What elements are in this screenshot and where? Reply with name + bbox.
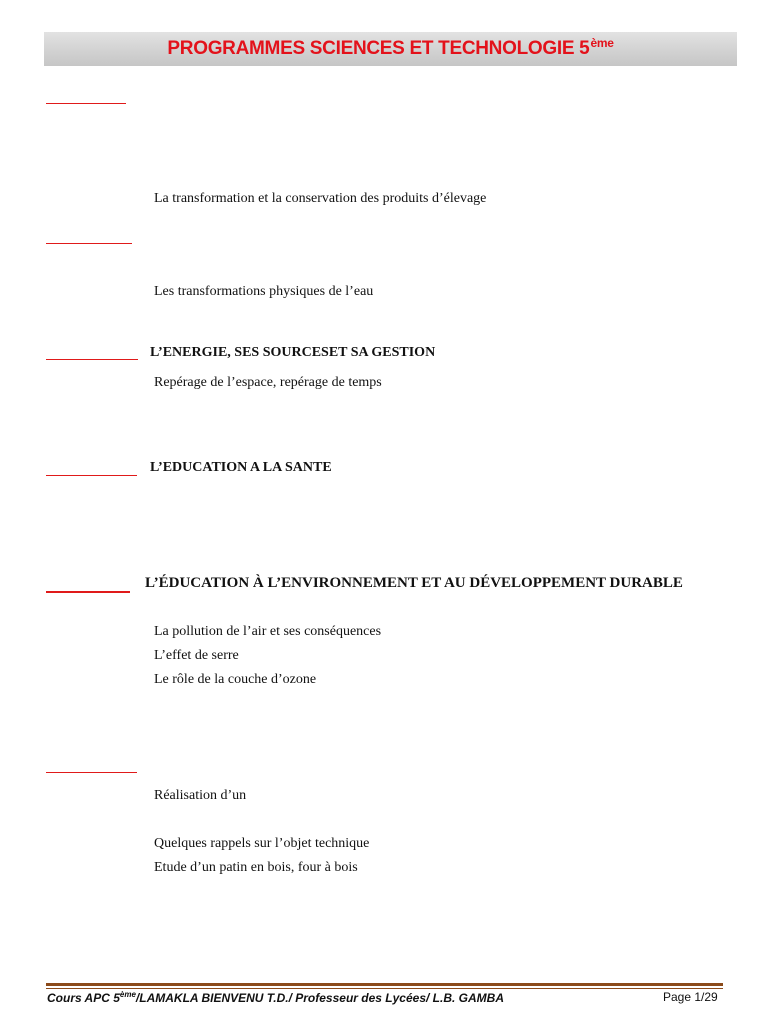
section-6-line-3: Etude d’un patin en bois, four à bois bbox=[154, 860, 358, 875]
section-2-line-1: Les transformations physiques de l’eau bbox=[154, 284, 374, 299]
page-title bbox=[167, 38, 613, 59]
section-1-line-1: La transformation et la conservation des produits d’élevage bbox=[154, 191, 487, 206]
footer-credits-superscript: ème bbox=[119, 990, 136, 999]
section-6-placeholder-line bbox=[46, 772, 137, 773]
section-5-placeholder-line bbox=[46, 591, 130, 593]
section-4-heading: L’EDUCATION A LA SANTE bbox=[150, 460, 332, 475]
section-3-heading: L’ENERGIE, SES SOURCESET SA GESTION bbox=[150, 345, 436, 360]
section-5-line-3: Le rôle de la couche d’ozone bbox=[154, 672, 317, 687]
section-5-line-1: La pollution de l’air et ses conséquences bbox=[154, 624, 382, 639]
section-6-line-1: Réalisation d’un bbox=[154, 788, 247, 803]
footer-rule-thin bbox=[46, 988, 723, 989]
page-title-text: PROGRAMMES SCIENCES ET TECHNOLOGIE 5 bbox=[167, 38, 590, 59]
section-5-line-2: L’effet de serre bbox=[154, 648, 239, 663]
section-3-line-1: Repérage de l’espace, repérage de temps bbox=[154, 375, 382, 390]
footer-credits-prefix: Cours APC 5 bbox=[47, 991, 120, 1005]
section-2-placeholder-line bbox=[46, 243, 132, 244]
page-number: Page 1/29 bbox=[663, 990, 718, 1004]
section-3-placeholder-line bbox=[46, 359, 138, 360]
section-1-placeholder-line bbox=[46, 103, 126, 104]
title-bar bbox=[44, 32, 737, 66]
section-6-line-2: Quelques rappels sur l’objet technique bbox=[154, 836, 370, 851]
footer-credits-suffix: /LAMAKLA BIENVENU T.D./ Professeur des Lycées/ L.B. GAMBA bbox=[135, 991, 504, 1005]
footer-credits bbox=[47, 990, 504, 1005]
page-title-superscript: ème bbox=[590, 36, 614, 50]
section-5-heading: L’ÉDUCATION À L’ENVIRONNEMENT ET AU DÉVELOPPEMENT DURABLE bbox=[145, 575, 683, 591]
footer-rule-thick bbox=[46, 983, 723, 986]
section-4-placeholder-line bbox=[46, 475, 137, 476]
